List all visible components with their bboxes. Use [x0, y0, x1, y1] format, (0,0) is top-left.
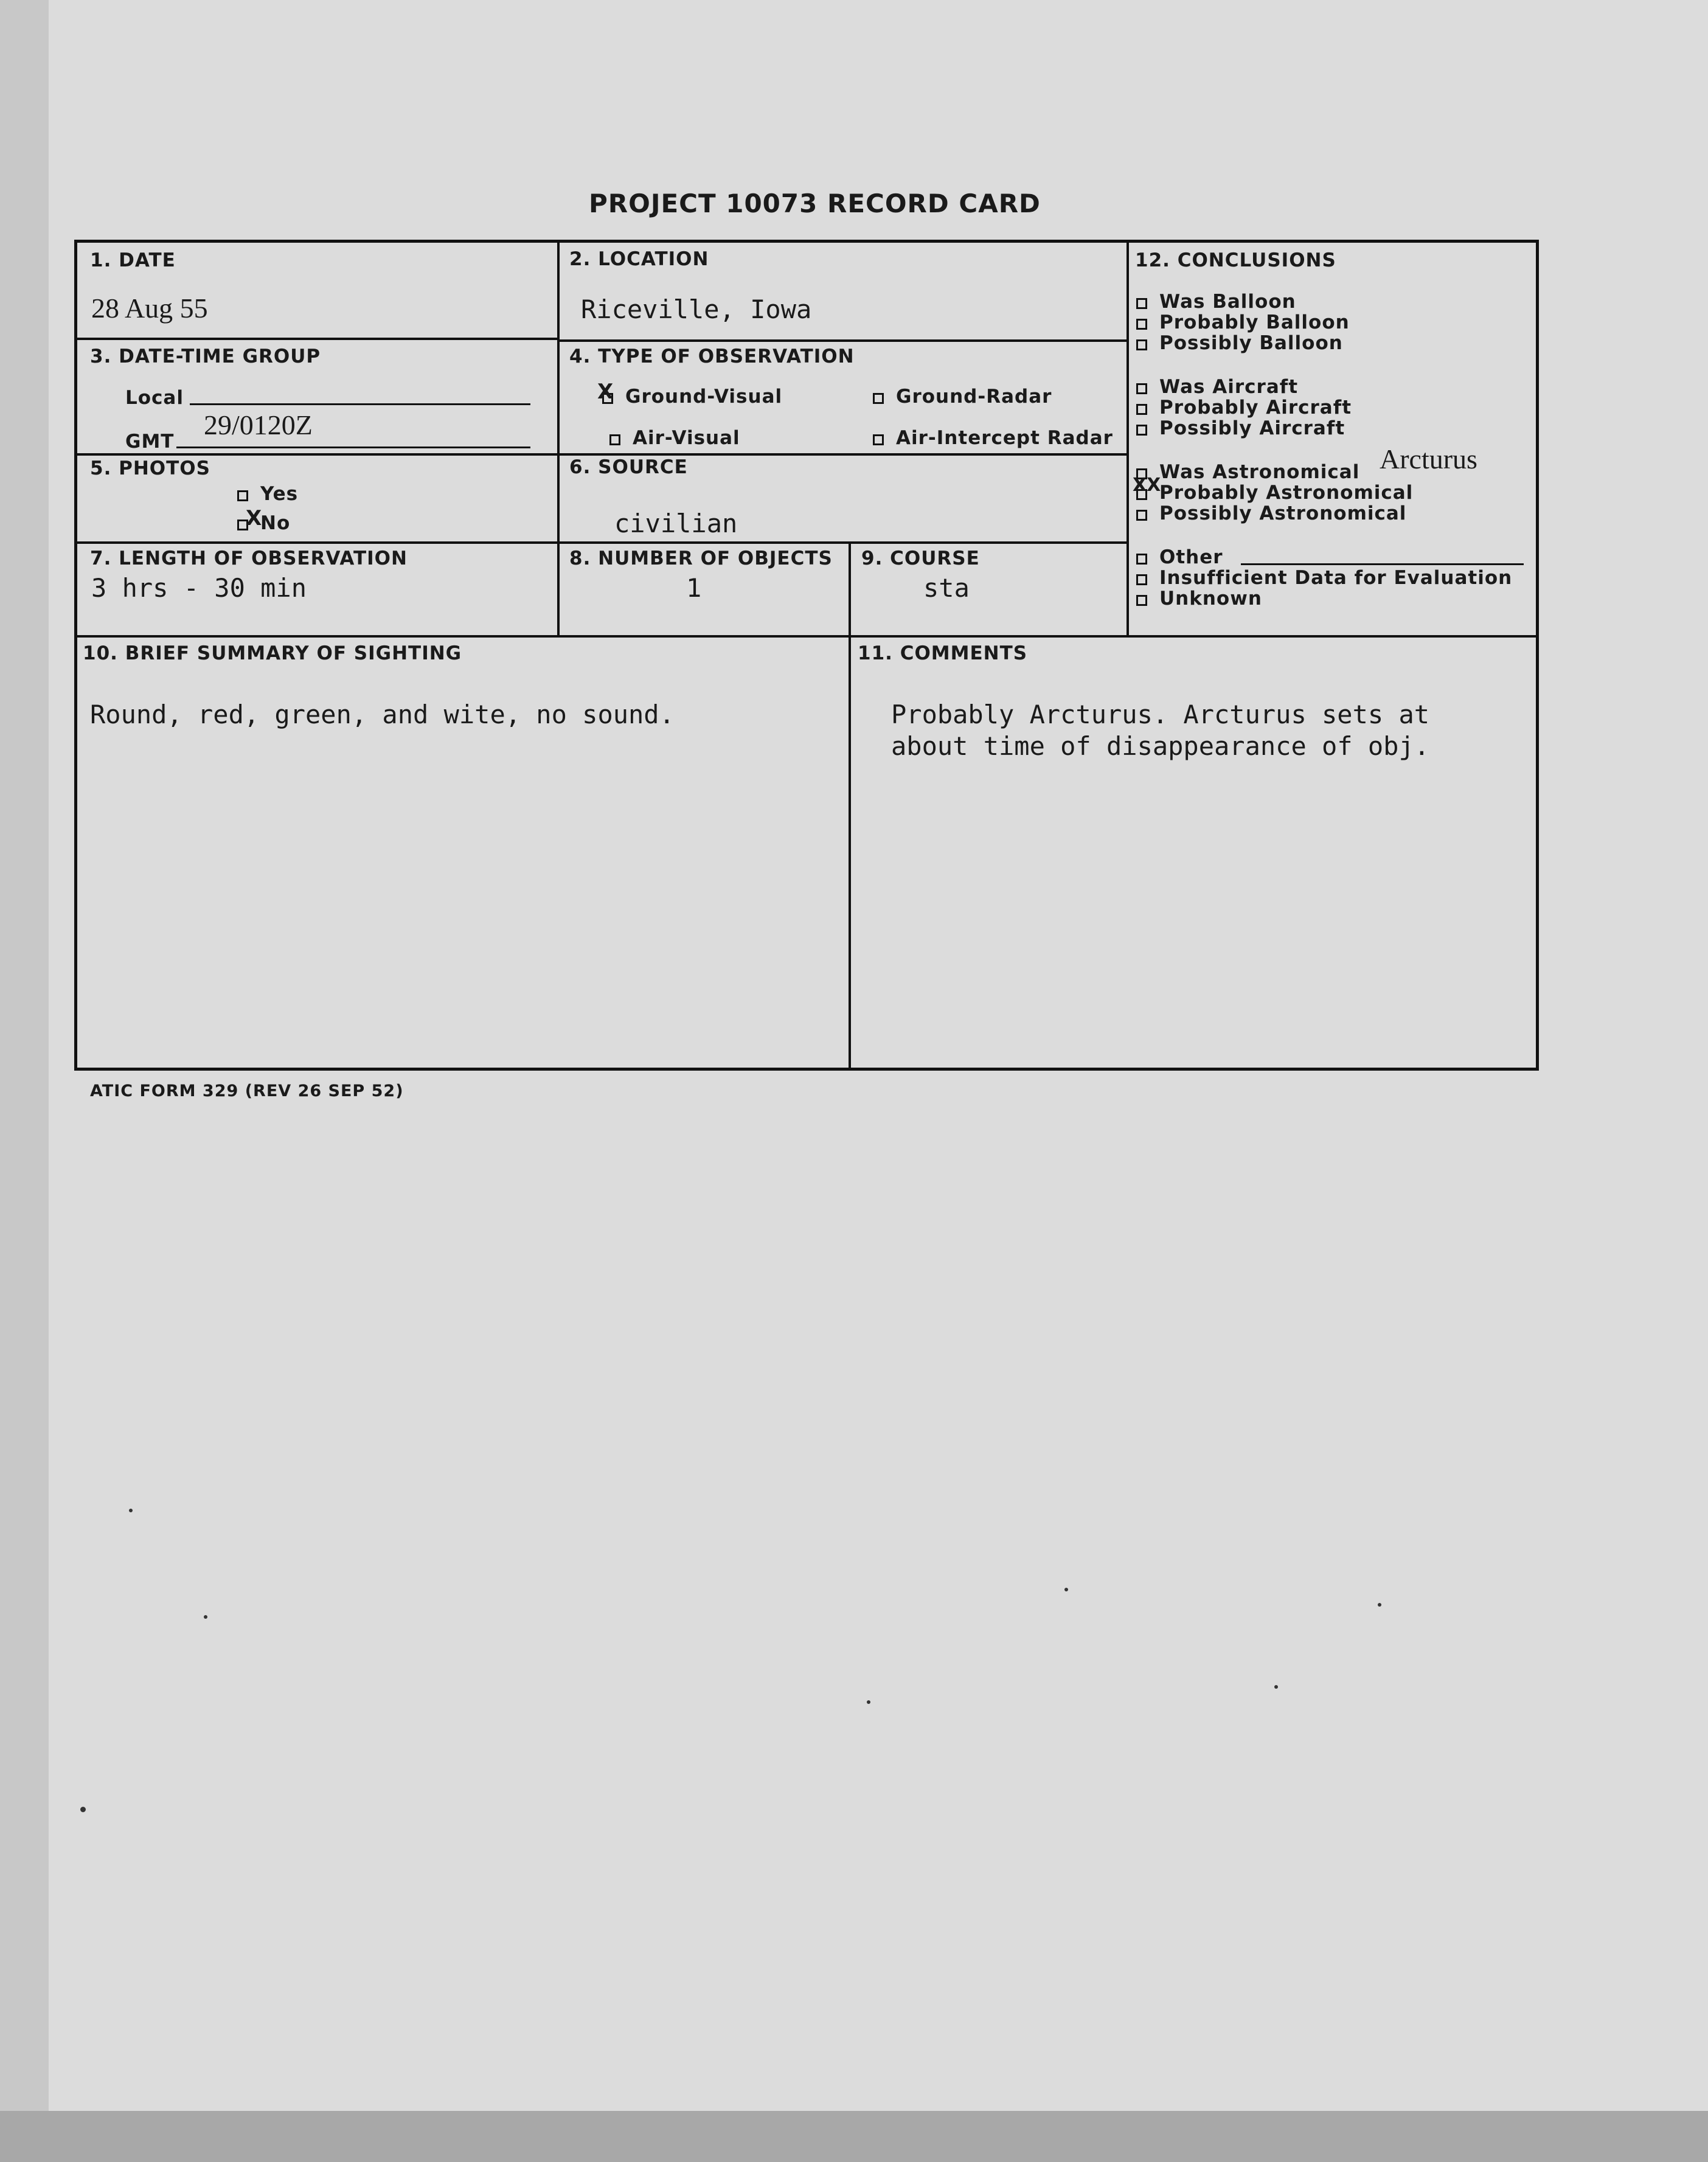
conclusion-was-astronomical[interactable]: Was Astronomical [1136, 461, 1359, 483]
comments-line-1: Probably Arcturus. Arcturus sets at [891, 700, 1430, 729]
date-label: 1. DATE [90, 249, 176, 271]
checkbox[interactable] [873, 393, 884, 404]
scan-speck [1064, 1588, 1068, 1591]
conclusion-possibly-aircraft[interactable]: Possibly Aircraft [1136, 417, 1345, 439]
divider [557, 242, 560, 635]
check-mark: X [597, 380, 614, 404]
photos-yes[interactable]: Yes [237, 483, 298, 505]
source-value: civilian [614, 509, 738, 538]
form-number: ATIC FORM 329 (REV 26 SEP 52) [90, 1082, 404, 1100]
course-value: sta [923, 573, 970, 603]
divider [77, 453, 1128, 456]
divider [1127, 242, 1129, 636]
local-underline [190, 403, 530, 405]
divider [77, 635, 1536, 638]
divider [77, 338, 558, 340]
checkbox[interactable] [1136, 298, 1147, 309]
checkbox[interactable] [1136, 319, 1147, 330]
checkbox[interactable] [1136, 339, 1147, 350]
conclusion-possibly-balloon[interactable]: Possibly Balloon [1136, 332, 1343, 354]
scan-speck [867, 1700, 870, 1704]
checkbox[interactable] [1136, 510, 1147, 521]
scan-bottom-edge [0, 2111, 1708, 2162]
gmt-underline [176, 447, 530, 448]
comments-line-2: about time of disappearance of obj. [891, 731, 1430, 761]
checkbox[interactable] [873, 434, 884, 445]
checkbox[interactable] [609, 434, 620, 445]
card-title: PROJECT 10073 RECORD CARD [589, 189, 1041, 218]
conclusion-other[interactable]: Other [1136, 546, 1223, 568]
photos-label: 5. PHOTOS [90, 457, 210, 479]
option-ground-visual[interactable]: Ground-Visual [602, 386, 782, 408]
photos-no[interactable]: No [237, 512, 290, 534]
length-label: 7. LENGTH OF OBSERVATION [90, 547, 408, 569]
scan-speck [80, 1807, 86, 1812]
objects-value: 1 [686, 573, 702, 603]
scan-speck [1274, 1685, 1278, 1689]
scan-speck [129, 1509, 133, 1512]
conclusion-probably-astronomical[interactable]: Probably Astronomical [1136, 482, 1413, 504]
check-mark: XX [1133, 474, 1161, 496]
option-air-intercept-radar[interactable]: Air-Intercept Radar [873, 427, 1113, 449]
conclusion-insufficient-data[interactable]: Insufficient Data for Evaluation [1136, 567, 1512, 589]
checkbox[interactable] [1136, 425, 1147, 436]
checkbox[interactable] [237, 490, 248, 501]
scan-speck [204, 1615, 207, 1619]
local-label: Local [125, 387, 184, 409]
length-value: 3 hrs - 30 min [91, 573, 307, 603]
conclusion-was-aircraft[interactable]: Was Aircraft [1136, 376, 1298, 398]
date-value: 28 Aug 55 [91, 293, 208, 324]
divider [558, 339, 1128, 342]
scan-speck [1378, 1603, 1381, 1607]
conclusion-possibly-astronomical[interactable]: Possibly Astronomical [1136, 502, 1406, 524]
type-of-observation-label: 4. TYPE OF OBSERVATION [569, 346, 855, 367]
conclusion-unknown[interactable]: Unknown [1136, 588, 1262, 610]
other-underline [1241, 563, 1524, 565]
divider [849, 541, 851, 1069]
check-mark: X [246, 506, 262, 530]
option-ground-radar[interactable]: Ground-Radar [873, 386, 1052, 408]
option-air-visual[interactable]: Air-Visual [609, 427, 740, 449]
conclusion-probably-aircraft[interactable]: Probably Aircraft [1136, 397, 1352, 419]
checkbox[interactable] [1136, 595, 1147, 606]
comments-label: 11. COMMENTS [858, 642, 1028, 664]
divider [77, 541, 1128, 544]
conclusion-probably-balloon[interactable]: Probably Balloon [1136, 311, 1350, 333]
course-label: 9. COURSE [861, 547, 980, 569]
gmt-label: GMT [125, 431, 175, 453]
gmt-value: 29/0120Z [204, 409, 313, 440]
date-time-group-label: 3. DATE-TIME GROUP [90, 346, 321, 367]
source-label: 6. SOURCE [569, 456, 688, 478]
location-label: 2. LOCATION [569, 248, 709, 270]
objects-label: 8. NUMBER OF OBJECTS [569, 547, 833, 569]
scan-edge [0, 0, 49, 2111]
conclusions-label: 12. CONCLUSIONS [1135, 249, 1336, 271]
summary-value: Round, red, green, and wite, no sound. [90, 700, 675, 729]
conclusion-was-balloon[interactable]: Was Balloon [1136, 291, 1296, 313]
checkbox[interactable] [1136, 404, 1147, 415]
astronomical-note: Arcturus [1380, 443, 1477, 474]
checkbox[interactable] [1136, 554, 1147, 565]
location-value: Riceville, Iowa [581, 294, 812, 324]
checkbox[interactable] [1136, 383, 1147, 394]
summary-label: 10. BRIEF SUMMARY OF SIGHTING [83, 642, 462, 664]
checkbox[interactable] [1136, 574, 1147, 585]
